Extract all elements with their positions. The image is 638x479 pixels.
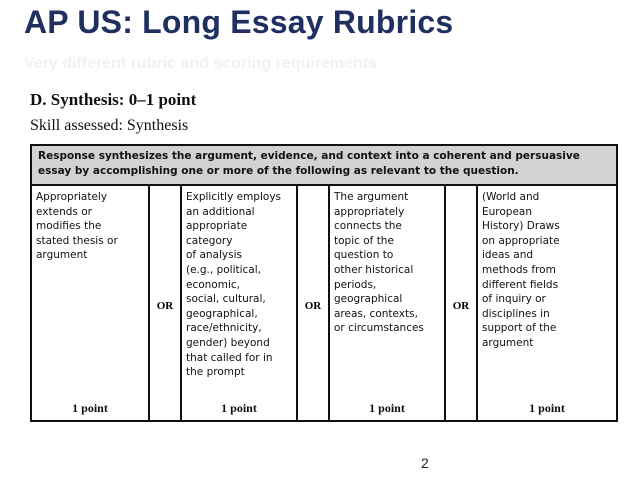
page-number: 2 <box>421 455 429 471</box>
rubric-table <box>30 144 618 422</box>
option-description: Explicitly employs an additional appropriate category of analysis (e.g., political, economic, social, cultural, geographical, race/ethnicity, gender) beyond that called for in the prompt <box>186 191 282 379</box>
rubric-option-thesis <box>32 186 148 420</box>
option-points: 1 point <box>221 401 257 416</box>
option-points: 1 point <box>72 401 108 416</box>
or-separator <box>296 186 330 420</box>
or-label: OR <box>452 300 470 312</box>
or-label: OR <box>156 300 174 312</box>
option-description: The argument appropriately connects the topic of the question to other historical periods, geographical areas, contexts, or circumstances <box>334 191 424 335</box>
rubric-header: Response synthesizes the argument, evidence, and context into a coherent and persuasive essay by accomplishing one or more of the following as relevant to the question. <box>32 146 616 186</box>
option-description: Appropriately extends or modifies the stated thesis or argument <box>36 191 118 262</box>
slide-title: AP US: Long Essay Rubrics <box>24 4 454 40</box>
or-separator <box>148 186 182 420</box>
or-label: OR <box>304 300 322 312</box>
option-description: (World and European History) Draws on appropriate ideas and methods from different fields of inquiry or disciplines in support of the argument <box>482 191 560 349</box>
rubric-option-connections <box>330 186 444 420</box>
option-points: 1 point <box>529 401 565 416</box>
slide-subtitle: Very different rubric and scoring requirements <box>24 55 377 72</box>
option-points: 1 point <box>369 401 405 416</box>
or-separator <box>444 186 478 420</box>
rubric-option-category <box>182 186 296 420</box>
section-title: D. Synthesis: 0–1 point <box>30 90 197 109</box>
rubric-option-disciplines <box>478 186 616 420</box>
skill-assessed-label: Skill assessed: Synthesis <box>30 117 189 134</box>
